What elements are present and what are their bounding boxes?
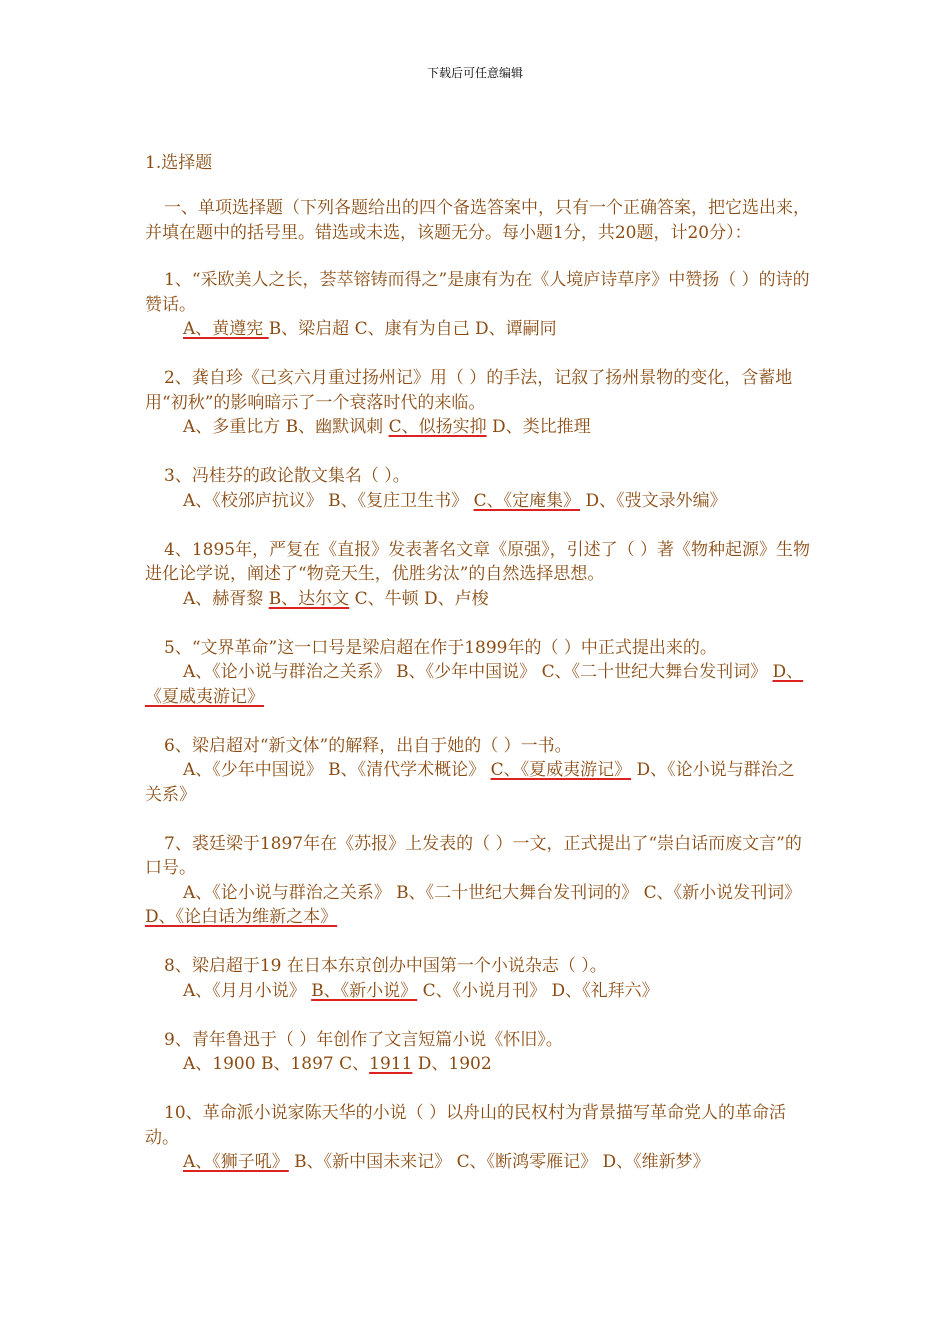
question-stem: 10、革命派小说家陈天华的小说（ ）以舟山的民权村为背景描写革命党人的革命活动。 [145,1103,787,1148]
option-text: A、《月月小说》 [183,980,312,1001]
question-options [145,1150,810,1175]
question-options [145,881,810,930]
page-header: 下载后可任意编辑 [426,66,523,80]
question-options [145,979,810,1004]
question-7 [145,832,810,930]
option-text: A、赫胥黎 [183,588,269,609]
option-text: D、《弢文录外编》 [580,490,727,511]
option-text: A、《少年中国说》 B、《清代学术概论》 [183,760,491,780]
option-text: B、《新中国未来记》 C、《断鸿零雁记》 D、《维新梦》 [288,1152,710,1172]
correct-answer: A、《狮子吼》 [183,1152,289,1172]
option-text: C、《小说月刊》 D、《礼拜六》 [417,980,659,1001]
question-6 [145,734,810,808]
option-text: D、1902 [412,1054,492,1074]
question-stem: 7、裘廷梁于1897年在《苏报》上发表的（ ）一文，正式提出了“崇白话而废文言”的口号。 [145,833,802,878]
option-text: A、《校邠庐抗议》 B、《复庄卫生书》 [183,490,474,511]
option-text: A、《论小说与群治之关系》 B、《少年中国说》 C、《二十世纪大舞台发刊词》 [183,662,773,682]
question-options [145,758,810,807]
section-title: 1.选择题 [145,153,213,173]
correct-answer: D、《夏威夷游记》 [145,662,804,707]
correct-answer: B、达尔文 [268,588,350,609]
question-stem: 8、梁启超于19 在日本东京创办中国第一个小说杂志（ ）。 [164,956,607,976]
intro-paragraph: 一、单项选择题（下列各题给出的四个备选答案中，只有一个正确答案，把它选出来，并填在题中的括号里。错选或未选，该题无分。每小题1分，共20题，计20分）： [145,198,810,243]
option-text: A、1900 B、1897 C、 [183,1054,370,1074]
question-stem: 5、“文界革命”这一口号是梁启超在作于1899年的（ ）中正式提出来的。 [164,637,717,658]
correct-answer: C、《夏威夷游记》 [490,760,632,780]
correct-answer: D、《论白话为维新之本》 [145,907,338,927]
question-stem: 3、冯桂芬的政论散文集名（ ）。 [164,466,410,486]
question-options [145,587,810,612]
question-stem: 1、“采欧美人之长，荟萃镕铸而得之”是康有为在《人境庐诗草序》中赞扬（ ）的诗的赞话。 [145,270,810,315]
option-text: A、《论小说与群治之关系》 B、《二十世纪大舞台发刊词的》 C、《新小说发刊词》 [183,882,802,903]
question-5 [145,636,810,710]
question-10 [145,1101,810,1175]
question-stem: 9、青年鲁迅于（ ）年创作了文言短篇小说《怀旧》。 [164,1029,563,1050]
question-stem: 6、梁启超对“新文体”的解释，出自于她的（ ）一书。 [164,735,572,756]
question-stem: 2、龚自珍《己亥六月重过扬州记》用（ ）的手法，记叙了扬州景物的变化，含蓄地用“初秋”的影响暗示了一个衰落时代的来临。 [145,368,793,413]
question-9 [145,1028,810,1077]
option-text: D、类比推理 [486,417,591,437]
question-options [145,660,810,709]
correct-answer: 1911 [369,1054,413,1074]
question-list [145,268,810,1175]
option-text: B、梁启超 C、康有为自己 D、谭嗣同 [268,319,557,339]
question-4 [145,538,810,612]
question-3 [145,464,810,513]
correct-answer: C、《定庵集》 [473,490,581,511]
option-text: D、《论小说与群治之关系》 [145,760,795,805]
correct-answer: C、似扬实抑 [388,417,487,437]
question-8 [145,954,810,1003]
question-options [145,1052,810,1077]
question-options [145,317,810,342]
correct-answer: A、黄遵宪 [183,319,269,339]
option-text: C、牛顿 D、卢梭 [349,588,489,609]
question-1 [145,268,810,342]
question-stem: 4、1895年，严复在《直报》发表著名文章《原强》，引述了（ ）著《物种起源》生物进化论学说，阐述了“物竞天生，优胜劣汰”的自然选择思想。 [145,539,810,584]
option-text: A、多重比方 B、幽默讽刺 [183,417,389,437]
question-2 [145,366,810,440]
question-options [145,415,810,440]
correct-answer: B、《新小说》 [311,980,418,1001]
question-options [145,489,810,514]
